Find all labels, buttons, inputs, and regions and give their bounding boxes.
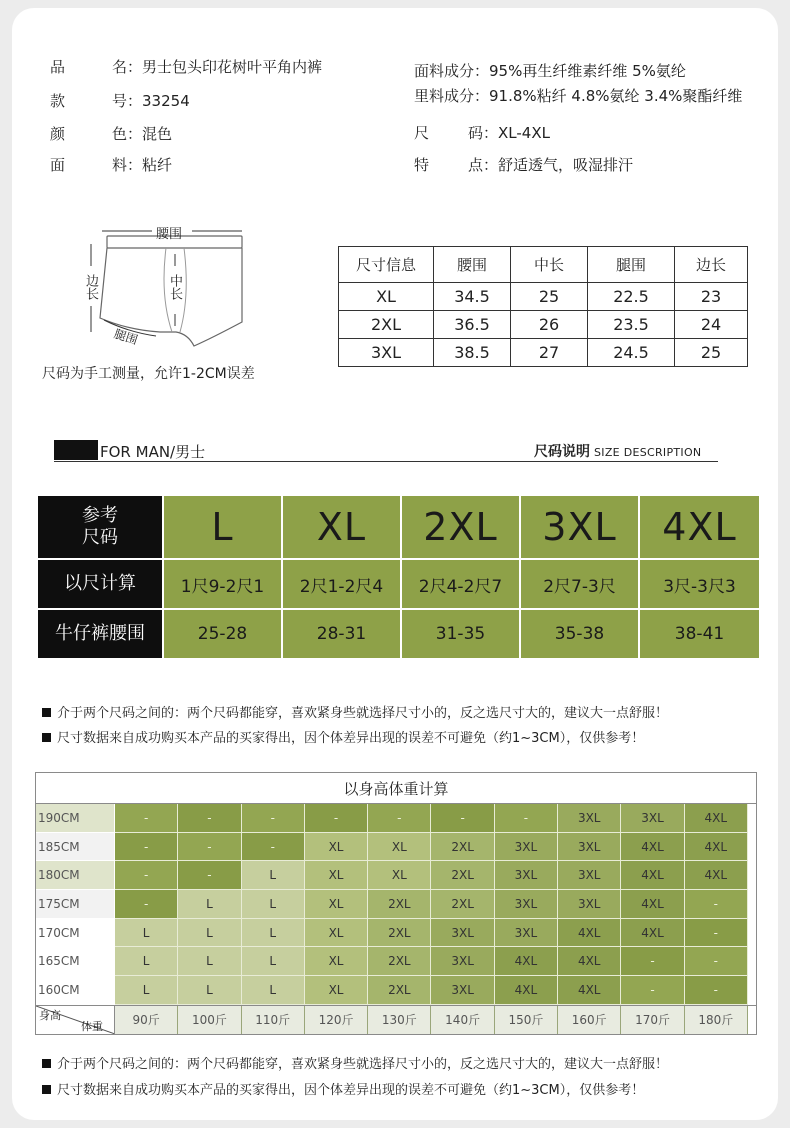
table-cell: 23.5 [588,311,675,339]
size-cell: 4XL [558,919,621,948]
table-header: 腰围 [434,247,511,283]
label: 码： [468,124,499,142]
size-cell: XL [368,861,431,890]
section-marker [54,440,98,460]
feature-value: 舒适透气，吸湿排汗 [498,156,634,174]
size-cell: 4XL [685,861,748,890]
weight-row [36,1005,756,1034]
label: 品 [50,58,66,76]
table-cell: 25 [675,339,748,367]
product-color-row [50,123,172,144]
note-text: 尺寸数据来自成功购买本产品的买家得出，因个体差异出现的误差不可避免（约1~3CM），仅供参考！ [57,731,645,746]
table-header [38,496,164,560]
weight-cell: 150斤 [495,1006,558,1034]
product-material: 粘纤 [142,156,173,174]
table-cell: 25 [511,283,588,311]
section-divider [54,461,718,462]
size-cell: L [115,976,178,1005]
label: 款 [50,92,66,110]
table-cell: 27 [511,339,588,367]
size-cell: XL [305,947,368,976]
bullet-square-icon [42,708,51,717]
size-cell: - [431,804,494,833]
weight-cells [115,1006,748,1034]
table-cell: XL [339,283,434,311]
lining-row [414,85,742,106]
bullet-square-icon [42,1059,51,1068]
size-cell: - [685,947,748,976]
mid-label: 中长 [167,274,182,300]
size-cell: 2XL [431,890,494,919]
bullet-square-icon [42,1085,51,1094]
size-cell: 4XL [621,890,684,919]
row-label: 牛仔裤腰围 [38,610,164,660]
size-cell: 2XL [368,919,431,948]
section-subtitle-cn: 尺码说明 [534,444,590,460]
table-row [36,919,756,948]
size-cell: - [178,861,241,890]
corner-weight-label: 体重 [81,1019,103,1033]
weight-cell: 130斤 [368,1006,431,1034]
label: 颜 [50,125,66,143]
table-title: 以身高体重计算 [36,773,756,804]
size-cell: L [242,919,305,948]
table-cell: 31-35 [402,610,521,660]
product-code: 33254 [142,92,190,110]
weight-cell: 90斤 [115,1006,178,1034]
weight-cell: 110斤 [242,1006,305,1034]
section-subtitle-en: SIZE DESCRIPTION [594,446,702,459]
leg-label: 腿围 [112,326,140,348]
size-cell: L [242,976,305,1005]
label: 点： [468,156,499,174]
table-cell: 35-38 [521,610,640,660]
size-cell: L [115,947,178,976]
size-cell: 4XL [640,496,759,560]
product-code-row [50,90,190,111]
size-cell: 2XL [402,496,521,560]
table-cell: 2尺1-2尺4 [283,560,402,610]
table-cell: 25-28 [164,610,283,660]
weight-cell: 160斤 [558,1006,621,1034]
size-cell: 4XL [495,976,558,1005]
size-range: XL-4XL [498,124,550,142]
size-cell: 3XL [431,947,494,976]
measurement-diagram [80,226,260,366]
size-cell: - [115,861,178,890]
label: 色： [112,125,143,143]
size-cell: 3XL [495,833,558,862]
table-row [38,560,760,610]
table-cell: 23 [675,283,748,311]
size-cell: L [115,919,178,948]
size-cell: - [242,833,305,862]
size-cell: XL [368,833,431,862]
size-cell: - [242,804,305,833]
weight-cell: 170斤 [621,1006,684,1034]
table-row [36,890,756,919]
product-name-row [50,56,322,77]
label: 里料成分： [414,87,490,105]
size-cell: L [242,947,305,976]
table-header-row [339,247,748,283]
size-cell: 4XL [495,947,558,976]
label: 特 [414,156,430,174]
size-cell: - [495,804,558,833]
size-cell: - [178,804,241,833]
weight-cell: 180斤 [685,1006,748,1034]
height-cell: 175CM [36,890,115,919]
table-cell: 22.5 [588,283,675,311]
table-header: 边长 [675,247,748,283]
product-color: 混色 [142,125,173,143]
side-label: 边长 [83,274,98,300]
size-cell: - [368,804,431,833]
table-cell: 2尺7-3尺 [521,560,640,610]
height-cell: 190CM [36,804,115,833]
table-body [36,804,756,1005]
size-cell: XL [305,833,368,862]
label: 面料成分： [414,62,490,80]
lining-value: 91.8%粘纤 4.8%氨纶 3.4%聚酯纤维 [489,87,743,105]
product-name: 男士包头印花树叶平角内裤 [142,58,323,76]
size-cell: L [178,976,241,1005]
table-cell: 2尺4-2尺7 [402,560,521,610]
section-title: FOR MAN/男士 [100,443,206,461]
size-cell: 4XL [621,861,684,890]
note-text: 尺寸数据来自成功购买本产品的买家得出，因个体差异出现的误差不可避免（约1~3CM），仅供参考！ [57,1083,645,1098]
table-row [38,610,760,660]
label: 名： [112,58,143,76]
table-cell: 24.5 [588,339,675,367]
note-item [42,1053,668,1072]
table-cell: 2XL [339,311,434,339]
table-corner [36,1006,115,1034]
size-cell: 3XL [621,804,684,833]
size-cell: - [621,976,684,1005]
height-cell: 165CM [36,947,115,976]
size-cell: 4XL [685,804,748,833]
weight-cell: 100斤 [178,1006,241,1034]
table-header: 尺寸信息 [339,247,434,283]
weight-cell: 120斤 [305,1006,368,1034]
label: 尺 [414,124,430,142]
corner-height-label: 身高 [39,1008,61,1022]
reference-size-table [38,496,760,660]
table-row [36,947,756,976]
header-line1: 参考 [82,505,118,526]
height-cell: 170CM [36,919,115,948]
size-cell: XL [283,496,402,560]
size-cell: L [164,496,283,560]
size-cell: - [685,919,748,948]
size-cell: XL [305,919,368,948]
table-row [36,976,756,1005]
height-cell: 160CM [36,976,115,1005]
size-cell: L [178,919,241,948]
size-cell: 4XL [558,947,621,976]
size-cell: - [115,833,178,862]
size-cell: XL [305,861,368,890]
note-item [42,702,668,721]
height-weight-table [35,772,757,1035]
size-cell: 2XL [368,976,431,1005]
note-item [42,1079,644,1098]
table-row [36,861,756,890]
size-cell: - [115,804,178,833]
table-cell: 1尺9-2尺1 [164,560,283,610]
product-material-row [50,154,172,175]
table-cell: 3尺-3尺3 [640,560,759,610]
table-row [36,804,756,833]
feature-row [414,154,633,175]
size-cell: XL [305,976,368,1005]
note-text: 介于两个尺码之间的：两个尺码都能穿，喜欢紧身些就选择尺寸小的，反之选尺寸大的，建议大一点舒服！ [57,1057,669,1072]
size-cell: 3XL [495,861,558,890]
table-cell: 36.5 [434,311,511,339]
table-row [339,311,748,339]
size-cell: 4XL [621,833,684,862]
table-cell: 28-31 [283,610,402,660]
note-item [42,727,644,746]
measurement-caption: 尺码为手工测量，允许1-2CM误差 [42,366,255,382]
product-card [12,8,778,1120]
table-row [339,339,748,367]
table-row [38,496,760,560]
size-cell: 2XL [431,861,494,890]
size-cell: 3XL [521,496,640,560]
table-row [36,833,756,862]
size-cell: 4XL [621,919,684,948]
table-row [339,283,748,311]
size-cell: 3XL [495,919,558,948]
waist-label: 腰围 [156,227,183,242]
fabric-row [414,60,686,81]
size-cell: L [178,890,241,919]
fabric-value: 95%再生纤维素纤维 5%氨纶 [489,62,686,80]
size-cell: 2XL [431,833,494,862]
size-cell: 3XL [558,804,621,833]
table-cell: 26 [511,311,588,339]
table-cell: 24 [675,311,748,339]
table-cell: 38-41 [640,610,759,660]
size-cell: - [305,804,368,833]
size-cell: - [115,890,178,919]
size-cell: 3XL [431,919,494,948]
section-subtitle [534,441,701,461]
size-cell: L [242,861,305,890]
label: 号： [112,92,143,110]
size-cell: 3XL [495,890,558,919]
size-cell: L [178,947,241,976]
size-cell: 3XL [558,861,621,890]
size-cell: 4XL [558,976,621,1005]
size-cell: - [685,976,748,1005]
header-line2: 尺码 [82,527,118,548]
size-cell: 2XL [368,890,431,919]
size-cell: 2XL [368,947,431,976]
size-cell: - [685,890,748,919]
height-cell: 185CM [36,833,115,862]
bullet-square-icon [42,733,51,742]
size-info-table [338,246,748,367]
size-cell: 3XL [431,976,494,1005]
size-cell: 4XL [685,833,748,862]
height-cell: 180CM [36,861,115,890]
label: 面 [50,156,66,174]
size-range-row [414,122,550,143]
table-header: 腿围 [588,247,675,283]
size-cell: XL [305,890,368,919]
table-header: 中长 [511,247,588,283]
size-cell: - [178,833,241,862]
table-cell: 38.5 [434,339,511,367]
table-cell: 34.5 [434,283,511,311]
size-cell: L [242,890,305,919]
size-cell: 3XL [558,833,621,862]
row-label: 以尺计算 [38,560,164,610]
label: 料： [112,156,143,174]
table-cell: 3XL [339,339,434,367]
note-text: 介于两个尺码之间的：两个尺码都能穿，喜欢紧身些就选择尺寸小的，反之选尺寸大的，建议大一点舒服！ [57,706,669,721]
weight-cell: 140斤 [431,1006,494,1034]
size-cell: - [621,947,684,976]
size-cell: 3XL [558,890,621,919]
